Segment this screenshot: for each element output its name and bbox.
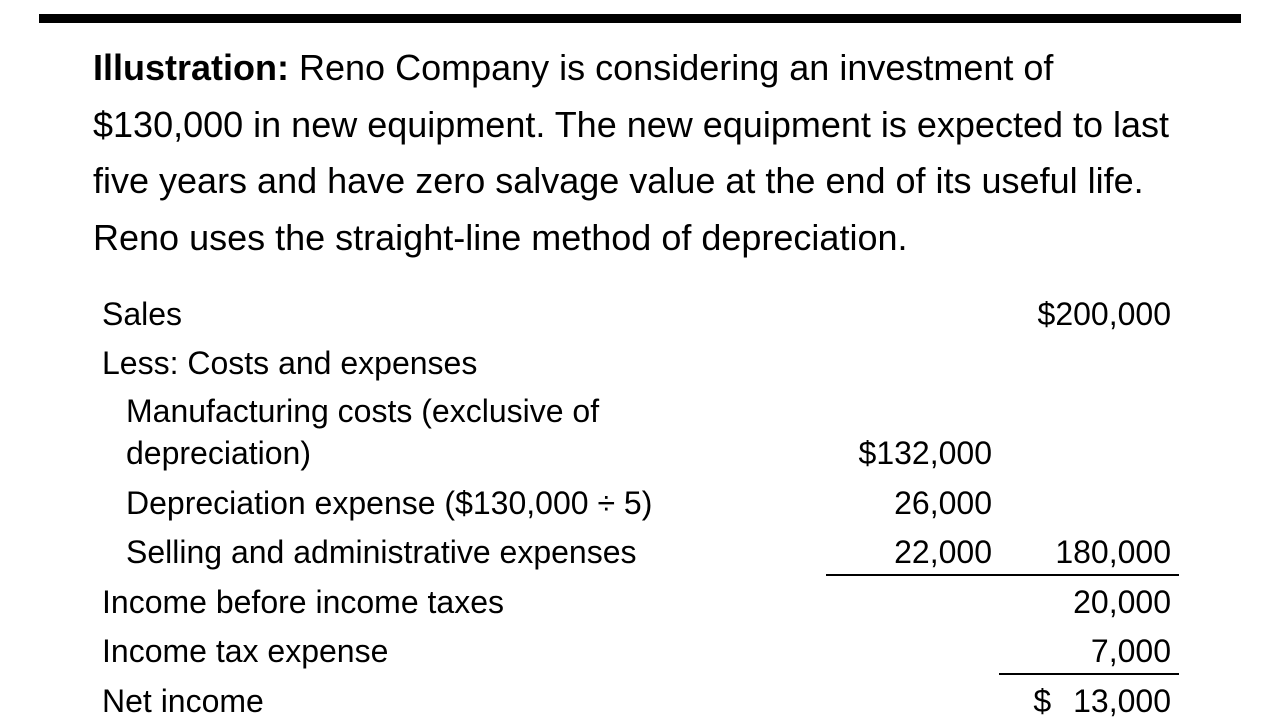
illustration-paragraph — [93, 40, 1193, 266]
income-before-tax-label: Income before income taxes — [102, 584, 504, 620]
net-income-currency: $ — [1033, 683, 1052, 719]
illustration-label: Illustration: — [93, 47, 289, 88]
less-costs-label: Less: Costs and expenses — [102, 345, 478, 381]
selling-admin-label: Selling and administrative expenses — [126, 534, 637, 570]
net-income-label: Net income — [102, 683, 264, 719]
tax-underline — [999, 673, 1179, 675]
total-costs-amount: 180,000 — [1055, 534, 1171, 570]
costs-underline — [826, 574, 1179, 576]
illustration-text: Reno Company is considering an investment of $130,000 in new equipment. The new equipment is expected to last five years and have zero salvage value at the end of its useful life. Reno uses the straight-line method of depreciation. — [93, 47, 1170, 258]
depreciation-amount: 26,000 — [894, 485, 992, 521]
net-income-value: 13,000 — [1073, 683, 1171, 719]
manufacturing-label-line2: depreciation) — [126, 435, 311, 471]
income-tax-label: Income tax expense — [102, 633, 389, 669]
top-divider — [39, 14, 1241, 23]
income-tax-total: 7,000 — [1090, 633, 1171, 669]
depreciation-label: Depreciation expense ($130,000 ÷ 5) — [126, 485, 653, 521]
sales-label: Sales — [102, 296, 183, 332]
sales-total: $200,000 — [1037, 296, 1171, 332]
income-before-tax-total: 20,000 — [1073, 584, 1171, 620]
net-income-total — [1033, 680, 1171, 722]
selling-admin-amount: 22,000 — [894, 534, 992, 570]
manufacturing-amount: $132,000 — [858, 435, 992, 471]
manufacturing-label-line1: Manufacturing costs (exclusive of — [126, 393, 600, 429]
